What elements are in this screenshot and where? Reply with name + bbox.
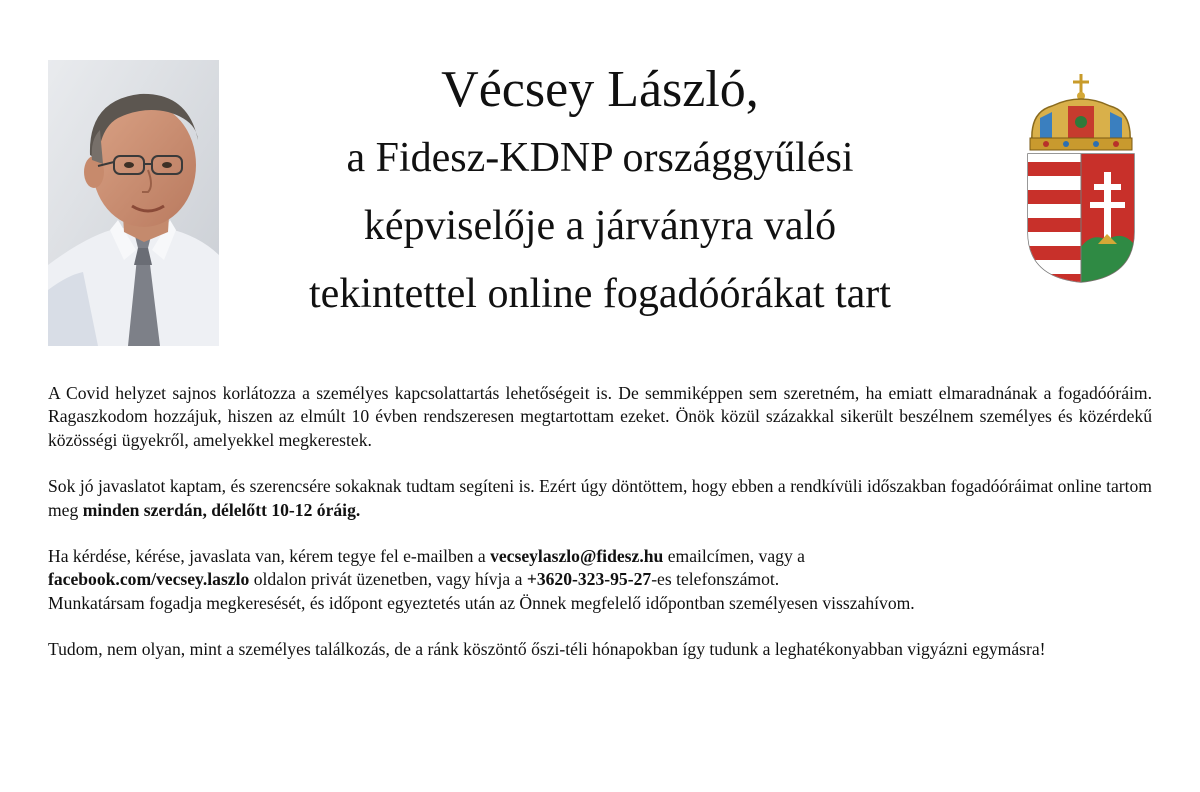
paragraph-3 — [48, 545, 1152, 615]
paragraph-3-text-e: Munkatársam fogadja megkeresését, és időpont egyeztetés után az Önnek megfelelő időpontban személyesen visszahívom. — [48, 592, 915, 613]
paragraph-1: A Covid helyzet sajnos korlátozza a személyes kapcsolattartás lehetőségeit is. De semmiképpen sem szeretném, ha emiatt elmaradnának a fogadóóráim. Ragaszkodom hozzájuk, hiszen az elmúlt 10 évben rendszeresen megtartottam ezeket. Önök közül százakkal sikerült beszélnem személyes és közérdekű közösségi ügyekről, amelyekkel megkerestek. — [48, 383, 1152, 450]
phone-number: +3620-323-95-27 — [526, 569, 652, 590]
paragraph-2-text: Sok jó javaslatot kaptam, és szerencsére sokaknak tudtam segíteni is. Ezért úgy döntöttem, hogy ebben a rendkívüli időszakban fogadóóráimat online tartom meg — [48, 476, 1152, 520]
email-address: vecseylaszlo@fidesz.hu — [490, 546, 664, 567]
paragraph-4: Tudom, nem olyan, mint a személyes találkozás, de a ránk köszöntő őszi-téli hónapokban így tudunk a leghatékonyabban vigyázni egymásra! — [48, 639, 1046, 660]
title-line-3: képviselője a járványra való — [363, 203, 837, 249]
body-text — [48, 382, 1152, 685]
title-line-4: tekintettel online fogadóórákat tart — [309, 271, 891, 317]
title-block — [228, 56, 972, 328]
paragraph-3-text-d: -es telefonszámot. — [651, 569, 780, 590]
hungarian-coat-of-arms-icon — [1022, 72, 1140, 284]
paragraph-3-text-a: Ha kérdése, kérése, javaslata van, kérem tegye fel e-mailben a — [48, 546, 491, 567]
facebook-address: facebook.com/vecsey.laszlo — [48, 569, 250, 590]
paragraph-2 — [48, 475, 1152, 522]
title-name: Vécsey László, — [441, 61, 759, 118]
paragraph-3-text-b: emailcímen, vagy a — [663, 546, 805, 567]
paragraph-3-text-c: oldalon privát üzenetben, vagy hívja a — [249, 569, 527, 590]
office-hours: minden szerdán, délelőtt 10-12 óráig. — [82, 499, 361, 520]
portrait-photo — [48, 60, 219, 346]
title-line-2: a Fidesz-KDNP országgyűlési — [346, 135, 854, 181]
